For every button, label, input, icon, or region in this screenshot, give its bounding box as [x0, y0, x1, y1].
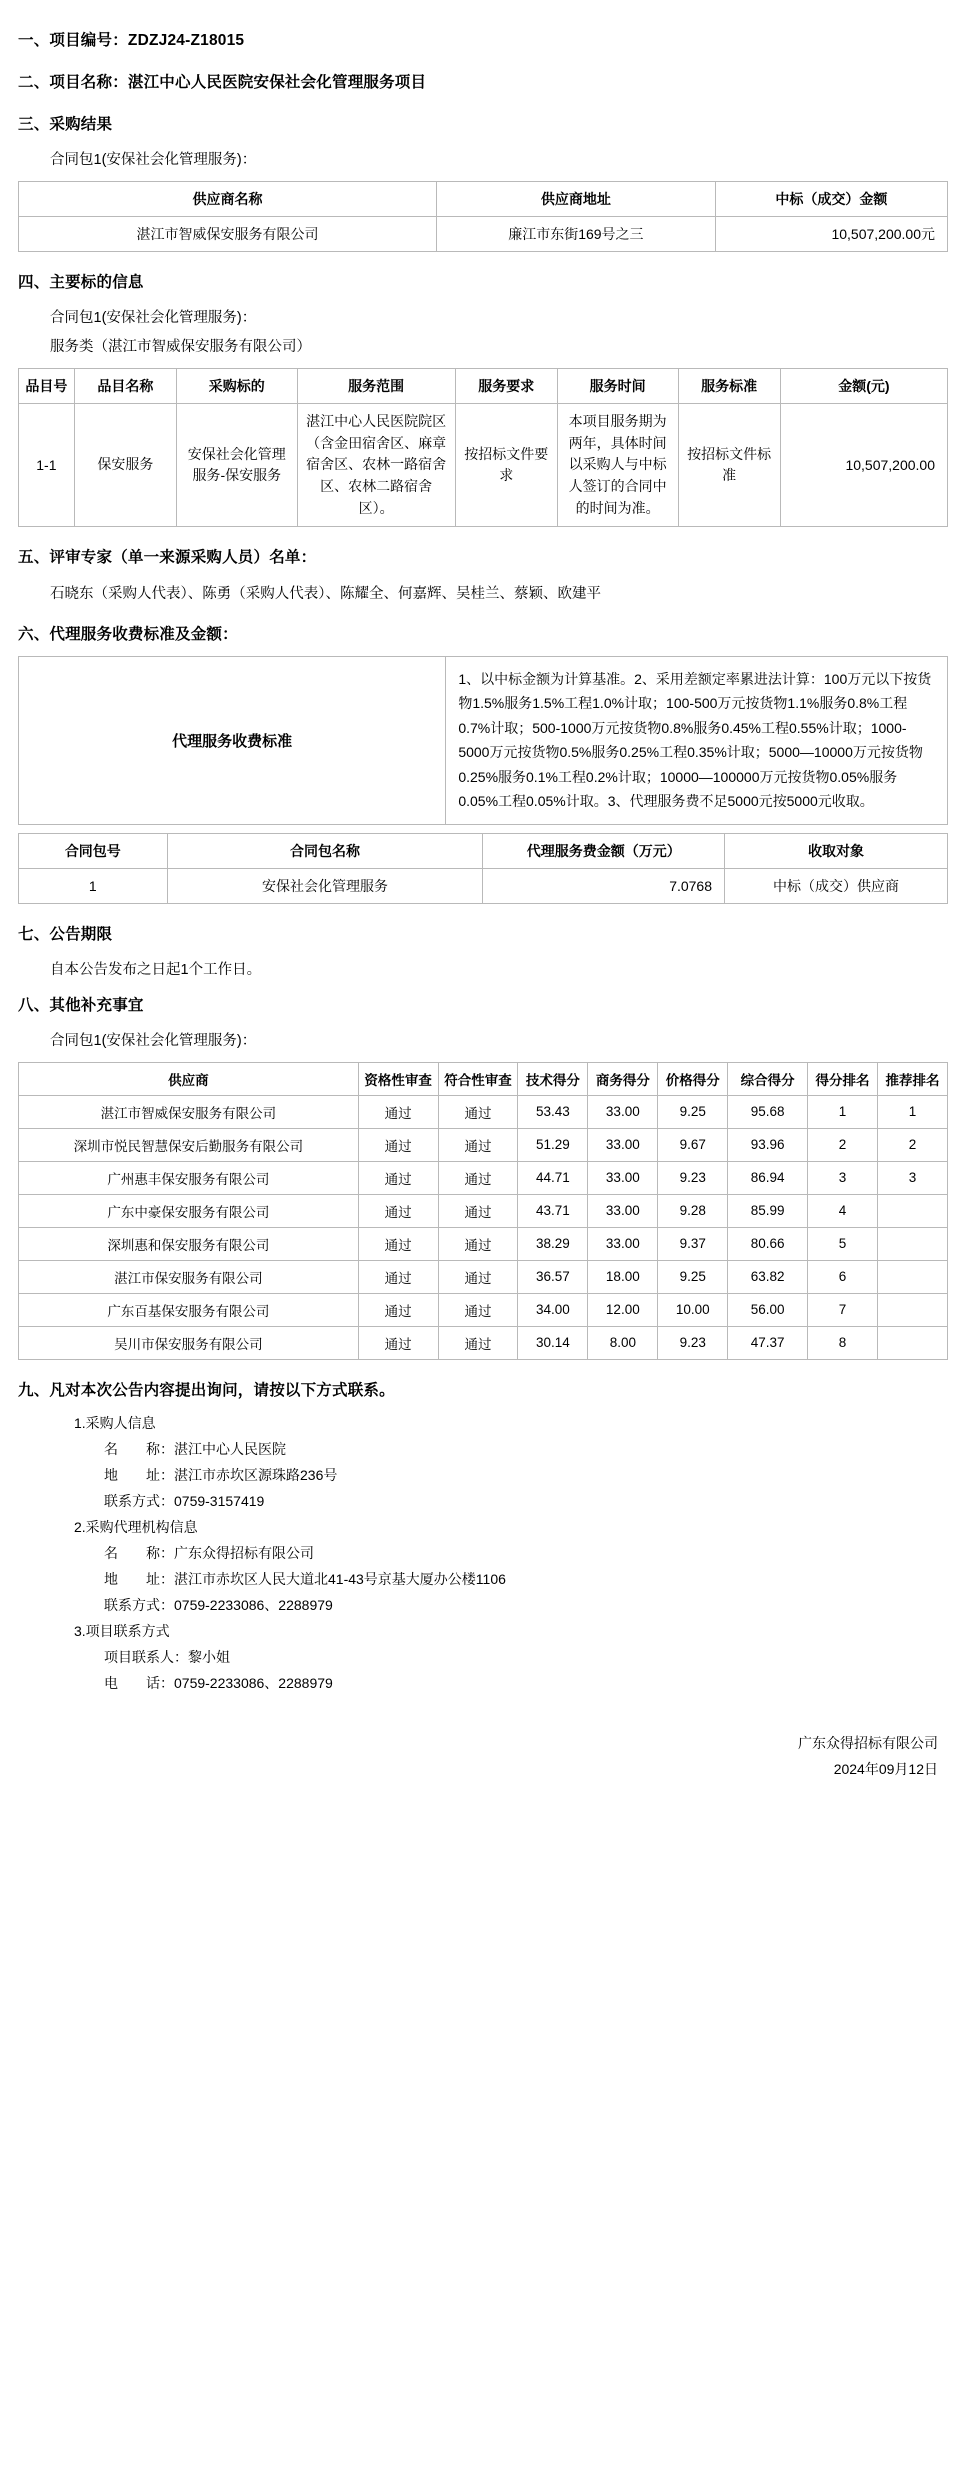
col-supplier: 供应商 — [19, 1062, 359, 1095]
cell-technical-score: 30.14 — [518, 1326, 588, 1359]
cell-supplier: 吴川市保安服务有限公司 — [19, 1326, 359, 1359]
col-service-requirement: 服务要求 — [455, 369, 557, 404]
col-award-amount: 中标（成交）金额 — [715, 182, 947, 217]
table-row — [19, 1128, 948, 1161]
table-header-row — [19, 833, 948, 868]
cell-service-standard: 按招标文件标准 — [678, 404, 780, 527]
cell-business-score: 8.00 — [588, 1326, 658, 1359]
cell-supplier: 湛江市智威保安服务有限公司 — [19, 1095, 359, 1128]
purchaser-name-label: 名 称： — [104, 1440, 174, 1457]
cell-technical-score: 34.00 — [518, 1293, 588, 1326]
purchaser-tel-value: 0759-3157419 — [174, 1492, 265, 1509]
cell-technical-score: 36.57 — [518, 1260, 588, 1293]
cell-total-score: 47.37 — [728, 1326, 808, 1359]
cell-recommend-rank — [878, 1227, 948, 1260]
cell-recommend-rank: 3 — [878, 1161, 948, 1194]
cell-compliance-review: 通过 — [438, 1095, 518, 1128]
cell-compliance-review: 通过 — [438, 1227, 518, 1260]
col-compliance-review: 符合性审查 — [438, 1062, 518, 1095]
purchaser-name-value: 湛江中心人民医院 — [174, 1440, 286, 1457]
agency-fee-standard-table — [18, 656, 948, 825]
col-fee-payer: 收取对象 — [725, 833, 948, 868]
project-contact-tel-value: 0759-2233086、2288979 — [174, 1674, 333, 1691]
section-title-experts: 五、评审专家（单一来源采购人员）名单： — [18, 549, 317, 567]
cell-score-rank: 4 — [808, 1194, 878, 1227]
section-title-project-number: 一、项目编号：ZDZJ24-Z18015 — [18, 32, 245, 49]
section-title-project-name: 二、项目名称：湛江中心人民医院安保社会化管理服务项目 — [18, 74, 427, 91]
col-package-name: 合同包名称 — [167, 833, 483, 868]
cell-compliance-review: 通过 — [438, 1260, 518, 1293]
cell-price-score: 9.23 — [658, 1326, 728, 1359]
table-header-row — [19, 1062, 948, 1095]
cell-amount: 10,507,200.00 — [780, 404, 947, 527]
col-business-score: 商务得分 — [588, 1062, 658, 1095]
cell-qualification-review: 通过 — [358, 1227, 438, 1260]
contact-group-purchaser-title: 1.采购人信息 — [74, 1414, 156, 1431]
cell-price-score: 9.28 — [658, 1194, 728, 1227]
section-title-announcement-period: 七、公告期限 — [18, 925, 113, 943]
cell-qualification-review: 通过 — [358, 1293, 438, 1326]
cell-technical-score: 38.29 — [518, 1227, 588, 1260]
section-title-subject-info: 四、主要标的信息 — [18, 274, 144, 291]
table-row — [19, 1161, 948, 1194]
cell-score-rank: 1 — [808, 1095, 878, 1128]
cell-total-score: 86.94 — [728, 1161, 808, 1194]
cell-recommend-rank: 1 — [878, 1095, 948, 1128]
cell-package-no: 1 — [19, 868, 168, 903]
project-contact-person-value: 黎小姐 — [188, 1648, 230, 1665]
cell-price-score: 9.25 — [658, 1095, 728, 1128]
score-table — [18, 1062, 948, 1360]
result-table — [18, 181, 948, 252]
col-amount: 金额(元) — [780, 369, 947, 404]
cell-qualification-review: 通过 — [358, 1260, 438, 1293]
agency-tel-label: 联系方式： — [104, 1596, 174, 1613]
cell-technical-score: 44.71 — [518, 1161, 588, 1194]
cell-total-score: 80.66 — [728, 1227, 808, 1260]
agency-fee-standard-label: 代理服务收费标准 — [19, 656, 446, 824]
cell-score-rank: 7 — [808, 1293, 878, 1326]
project-contact-person-label: 项目联系人： — [104, 1648, 188, 1665]
col-technical-score: 技术得分 — [518, 1062, 588, 1095]
col-qualification-review: 资格性审查 — [358, 1062, 438, 1095]
cell-item-name: 保安服务 — [74, 404, 176, 527]
cell-recommend-rank — [878, 1326, 948, 1359]
contact-group-agency-title: 2.采购代理机构信息 — [74, 1518, 198, 1535]
cell-supplier: 深圳市悦民智慧保安后勤服务有限公司 — [19, 1128, 359, 1161]
cell-supplier-name: 湛江市智威保安服务有限公司 — [19, 217, 437, 252]
purchaser-address-line — [104, 1462, 948, 1488]
subject-category-label: 服务类（湛江市智威保安服务有限公司） — [50, 339, 311, 355]
cell-business-score: 33.00 — [588, 1095, 658, 1128]
cell-item-no: 1-1 — [19, 404, 75, 527]
table-row — [19, 868, 948, 903]
cell-recommend-rank — [878, 1194, 948, 1227]
col-fee-amount: 代理服务费金额（万元） — [483, 833, 725, 868]
cell-service-scope: 湛江中心人民医院院区（含金田宿舍区、麻章宿舍区、农林一路宿舍区、农林二路宿舍区）。 — [297, 404, 455, 527]
cell-qualification-review: 通过 — [358, 1128, 438, 1161]
agency-fee-amount-table — [18, 833, 948, 904]
cell-service-requirement: 按招标文件要求 — [455, 404, 557, 527]
project-contact-tel-line — [104, 1670, 948, 1696]
cell-fee-amount: 7.0768 — [483, 868, 725, 903]
col-package-no: 合同包号 — [19, 833, 168, 868]
agency-name-line — [104, 1540, 948, 1566]
table-header-row — [19, 369, 948, 404]
cell-supplier: 广东中豪保安服务有限公司 — [19, 1194, 359, 1227]
cell-purchase-target: 安保社会化管理服务-保安服务 — [176, 404, 297, 527]
table-row — [19, 1293, 948, 1326]
section-title-other-matters: 八、其他补充事宜 — [18, 996, 144, 1014]
subject-table — [18, 368, 948, 527]
purchaser-address-value: 湛江市赤坎区源珠路236号 — [174, 1466, 338, 1483]
cell-score-rank: 6 — [808, 1260, 878, 1293]
col-recommend-rank: 推荐排名 — [878, 1062, 948, 1095]
agency-address-value: 湛江市赤坎区人民大道北41-43号京基大厦办公楼1106 — [174, 1570, 506, 1587]
cell-award-amount: 10,507,200.00元 — [715, 217, 947, 252]
cell-total-score: 95.68 — [728, 1095, 808, 1128]
cell-supplier: 湛江市保安服务有限公司 — [19, 1260, 359, 1293]
cell-business-score: 33.00 — [588, 1227, 658, 1260]
cell-compliance-review: 通过 — [438, 1128, 518, 1161]
agency-address-line — [104, 1566, 948, 1592]
project-contact-tel-label: 电 话： — [104, 1674, 174, 1691]
table-row — [19, 1260, 948, 1293]
agency-address-label: 地 址： — [104, 1570, 174, 1587]
cell-business-score: 18.00 — [588, 1260, 658, 1293]
table-header-row — [19, 182, 948, 217]
cell-total-score: 85.99 — [728, 1194, 808, 1227]
purchaser-tel-label: 联系方式： — [104, 1492, 174, 1509]
footer-organization: 广东众得招标有限公司 — [798, 1734, 938, 1751]
purchaser-tel-line — [104, 1488, 948, 1514]
agency-name-label: 名 称： — [104, 1544, 174, 1561]
agency-tel-line — [104, 1592, 948, 1618]
subject-package-label: 合同包1(安保社会化管理服务)： — [50, 310, 257, 326]
cell-total-score: 63.82 — [728, 1260, 808, 1293]
cell-compliance-review: 通过 — [438, 1326, 518, 1359]
cell-price-score: 10.00 — [658, 1293, 728, 1326]
table-row — [19, 1227, 948, 1260]
cell-price-score: 9.23 — [658, 1161, 728, 1194]
cell-supplier: 深圳惠和保安服务有限公司 — [19, 1227, 359, 1260]
agency-fee-standard-text: 1、以中标金额为计算基准。2、采用差额定率累进法计算：100万元以下按货物1.5%服务1.5%工程1.0%计取；100-500万元按货物1.1%服务0.8%工程0.7%计取；500-1000万元按货物0.8%服务0.45%工程0.55%计取；1000-5000万元按货物0.5%服务0.25%工程0.35%计取；5000—10000万元按货物0.25%服务0.1%工程0.2%计取；10000—100000万元按货物0.05%服务0.05%工程0.05%计取。3、代理服务费不足5000元按5000元收取。 — [446, 656, 948, 824]
cell-recommend-rank — [878, 1293, 948, 1326]
cell-compliance-review: 通过 — [438, 1293, 518, 1326]
cell-technical-score: 53.43 — [518, 1095, 588, 1128]
section-title-agency-fee: 六、代理服务收费标准及金额： — [18, 625, 238, 643]
cell-price-score: 9.37 — [658, 1227, 728, 1260]
agency-tel-value: 0759-2233086、2288979 — [174, 1596, 333, 1613]
cell-score-rank: 5 — [808, 1227, 878, 1260]
contact-group-project-title: 3.项目联系方式 — [74, 1622, 170, 1639]
cell-compliance-review: 通过 — [438, 1161, 518, 1194]
cell-qualification-review: 通过 — [358, 1194, 438, 1227]
agency-name-value: 广东众得招标有限公司 — [174, 1544, 314, 1561]
cell-service-time: 本项目服务期为两年，具体时间以采购人与中标人签订的合同中的时间为准。 — [557, 404, 678, 527]
col-item-no: 品目号 — [19, 369, 75, 404]
col-supplier-name: 供应商名称 — [19, 182, 437, 217]
col-purchase-target: 采购标的 — [176, 369, 297, 404]
table-row — [19, 656, 948, 824]
table-row — [19, 1095, 948, 1128]
result-package-label: 合同包1(安保社会化管理服务)： — [50, 152, 257, 168]
cell-score-rank: 2 — [808, 1128, 878, 1161]
col-service-standard: 服务标准 — [678, 369, 780, 404]
section-title-procurement-result: 三、采购结果 — [18, 116, 113, 133]
col-score-rank: 得分排名 — [808, 1062, 878, 1095]
table-row — [19, 1194, 948, 1227]
purchaser-address-label: 地 址： — [104, 1466, 174, 1483]
cell-recommend-rank: 2 — [878, 1128, 948, 1161]
table-row — [19, 217, 948, 252]
col-item-name: 品目名称 — [74, 369, 176, 404]
cell-recommend-rank — [878, 1260, 948, 1293]
cell-compliance-review: 通过 — [438, 1194, 518, 1227]
document-footer — [18, 1730, 948, 1783]
experts-list: 石晓东（采购人代表）、陈勇（采购人代表）、陈耀全、何嘉辉、吴桂兰、蔡颖、欧建平 — [50, 586, 601, 603]
purchaser-name-line — [104, 1436, 948, 1462]
cell-supplier: 广东百基保安服务有限公司 — [19, 1293, 359, 1326]
cell-supplier: 广州惠丰保安服务有限公司 — [19, 1161, 359, 1194]
cell-score-rank: 8 — [808, 1326, 878, 1359]
cell-qualification-review: 通过 — [358, 1326, 438, 1359]
cell-qualification-review: 通过 — [358, 1095, 438, 1128]
cell-package-name: 安保社会化管理服务 — [167, 868, 483, 903]
other-package-label: 合同包1(安保社会化管理服务)： — [50, 1032, 257, 1049]
cell-technical-score: 43.71 — [518, 1194, 588, 1227]
footer-date: 2024年09月12日 — [833, 1761, 938, 1778]
cell-business-score: 33.00 — [588, 1194, 658, 1227]
cell-business-score: 12.00 — [588, 1293, 658, 1326]
section-title-contact: 九、凡对本次公告内容提出询问，请按以下方式联系。 — [18, 1381, 395, 1399]
cell-qualification-review: 通过 — [358, 1161, 438, 1194]
cell-price-score: 9.25 — [658, 1260, 728, 1293]
cell-supplier-address: 廉江市东街169号之三 — [437, 217, 716, 252]
col-service-scope: 服务范围 — [297, 369, 455, 404]
table-row — [19, 1326, 948, 1359]
col-price-score: 价格得分 — [658, 1062, 728, 1095]
cell-business-score: 33.00 — [588, 1161, 658, 1194]
project-contact-person-line — [104, 1644, 948, 1670]
cell-total-score: 93.96 — [728, 1128, 808, 1161]
cell-price-score: 9.67 — [658, 1128, 728, 1161]
cell-technical-score: 51.29 — [518, 1128, 588, 1161]
cell-business-score: 33.00 — [588, 1128, 658, 1161]
announcement-period-text: 自本公告发布之日起1个工作日。 — [50, 961, 262, 978]
table-row — [19, 404, 948, 527]
cell-fee-payer: 中标（成交）供应商 — [725, 868, 948, 903]
col-total-score: 综合得分 — [728, 1062, 808, 1095]
col-supplier-address: 供应商地址 — [437, 182, 716, 217]
col-service-time: 服务时间 — [557, 369, 678, 404]
cell-total-score: 56.00 — [728, 1293, 808, 1326]
cell-score-rank: 3 — [808, 1161, 878, 1194]
